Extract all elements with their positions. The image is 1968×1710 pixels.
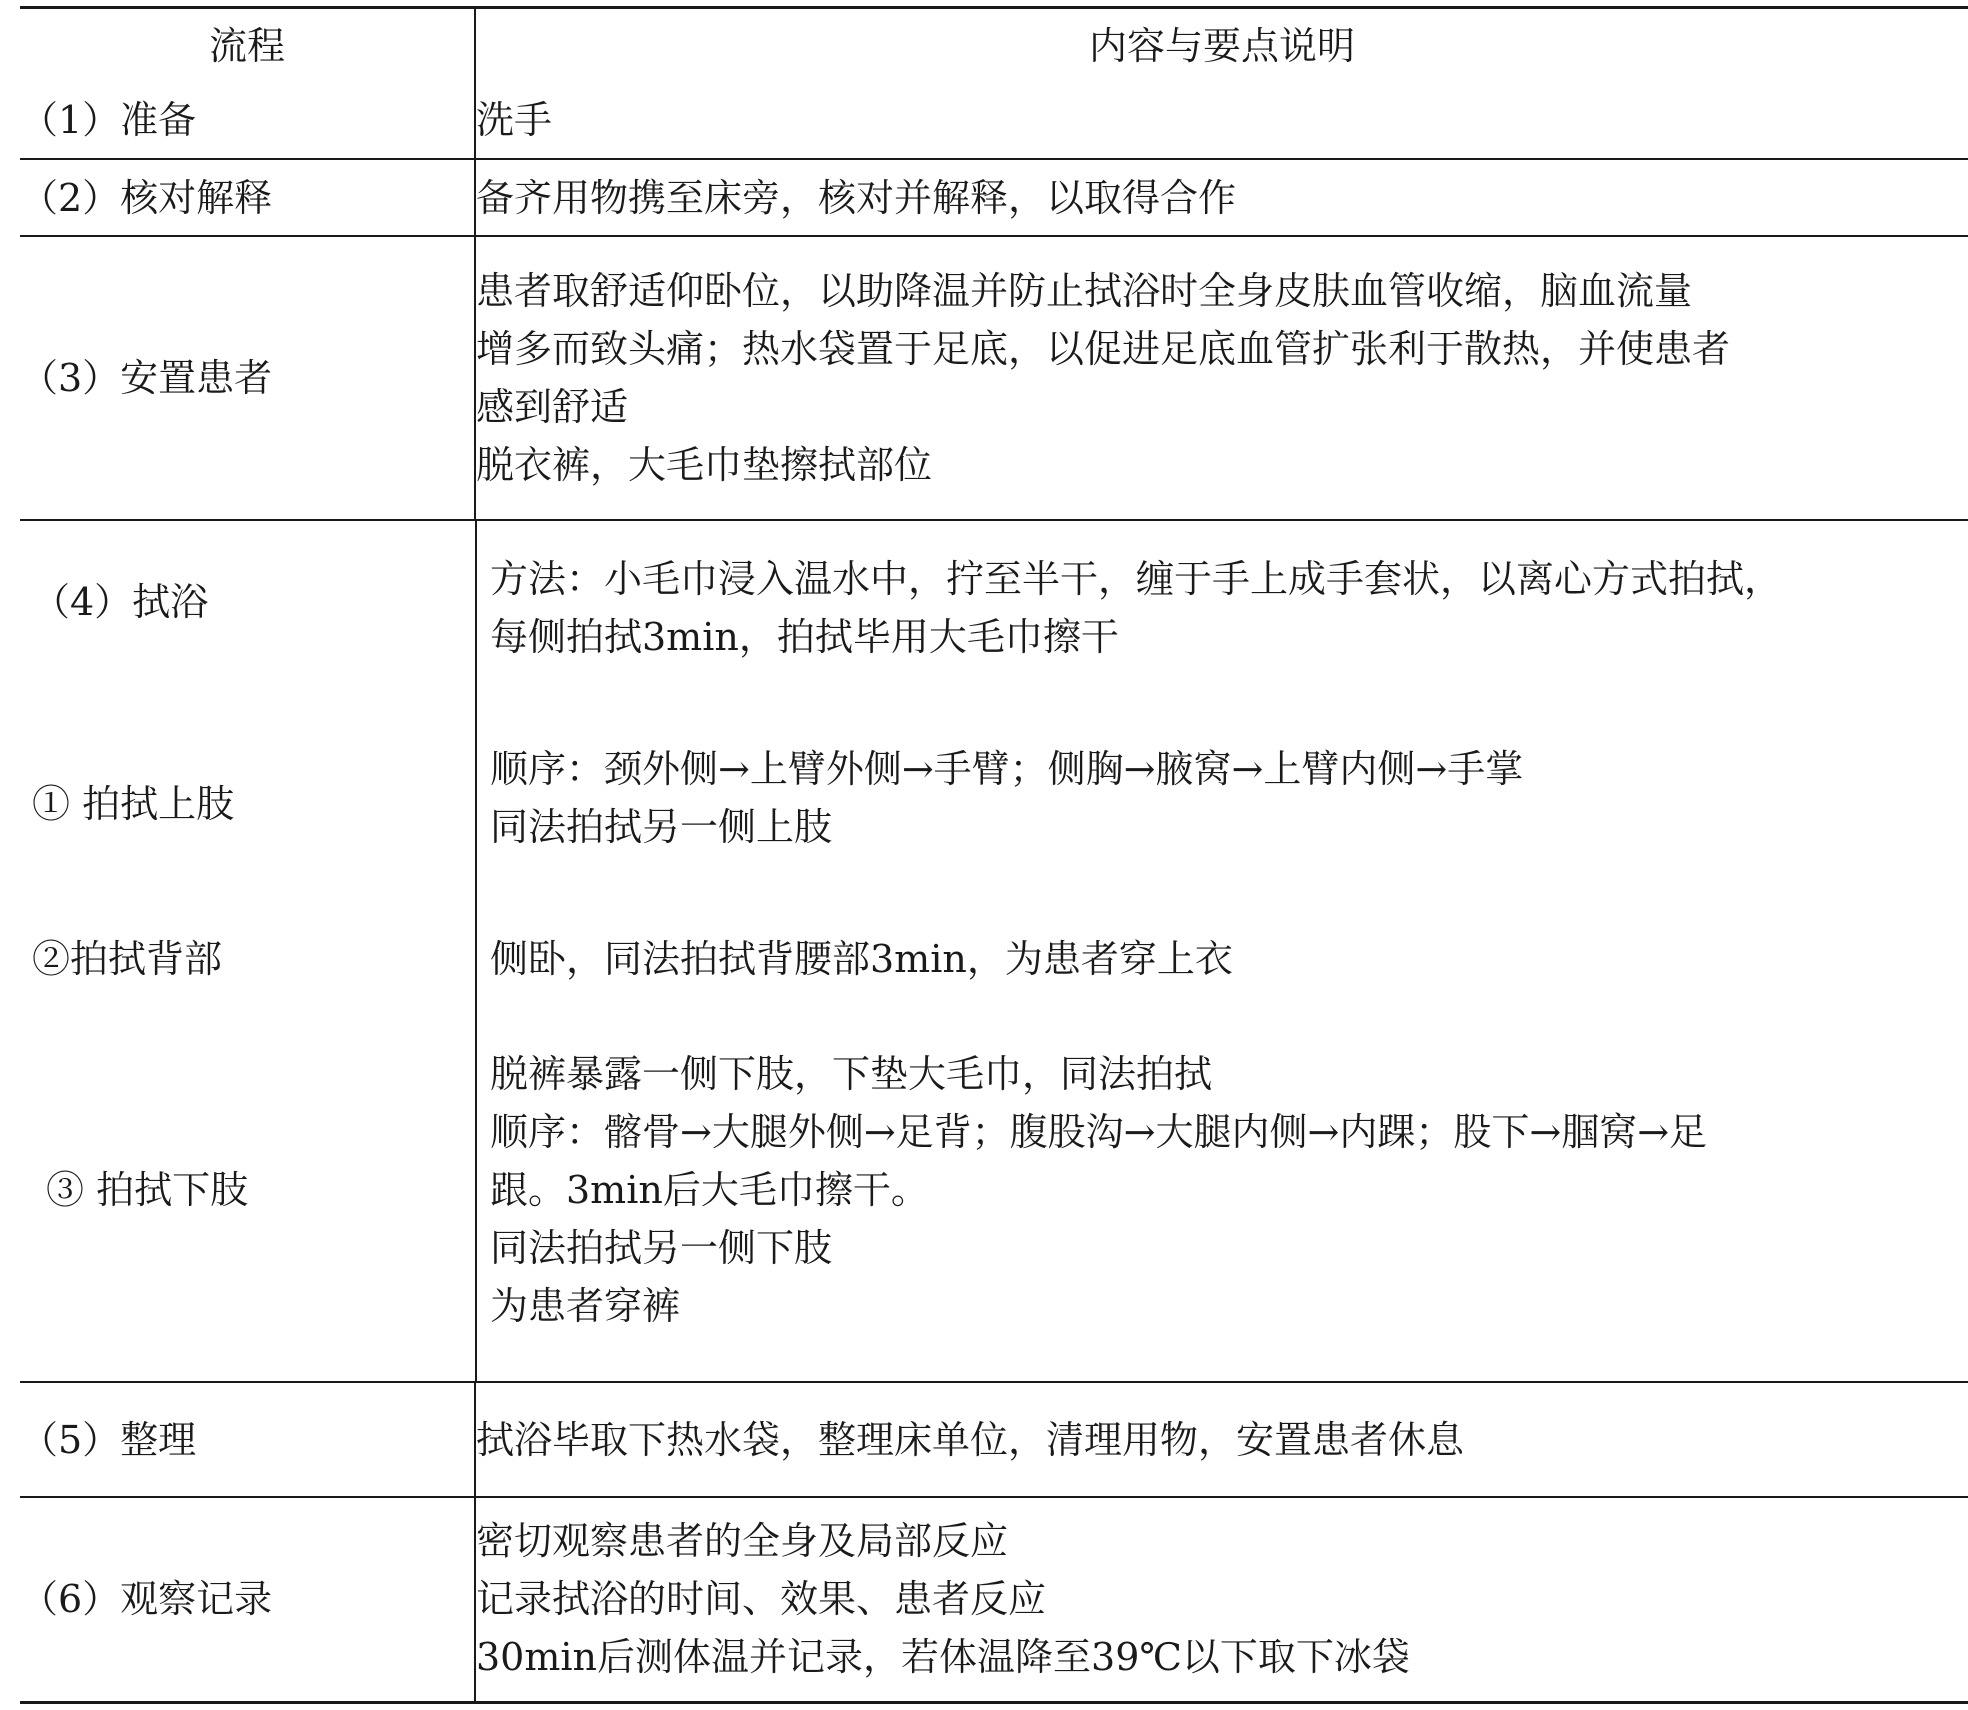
content-block [490,930,1964,988]
content-cell [475,159,1968,236]
content-line: 顺序：颈外侧→上臂外侧→手臂；侧胸→腋窝→上臂内侧→手掌 [490,747,1524,791]
step-cell: （2）核对解释 [20,159,475,236]
content-line: 30min后测体温并记录，若体温降至39℃以下取下冰袋 [476,1635,1410,1680]
header-row [20,8,1968,83]
content-block [490,740,1964,856]
content-cell [475,82,1968,159]
table-row [20,159,1968,236]
content-line: 为患者穿裤 [490,1284,681,1328]
step-cell: （3）安置患者 [20,236,475,520]
content-line: 备齐用物携至床旁，核对并解释，以取得合作 [476,175,1237,220]
content-cell [475,236,1968,520]
content-line: 脱裤暴露一侧下肢，下垫大毛巾，同法拍拭 [490,1052,1213,1096]
step-cell: （6）观察记录 [20,1497,475,1702]
step-cell: （5）整理 [20,1382,475,1497]
content-line: 感到舒适 [476,385,629,429]
header-step: 流程 [208,23,285,68]
header-content: 内容与要点说明 [475,8,1968,83]
step-label: ③ 拍拭下肢 [46,1168,249,1212]
content-line: 方法：小毛巾浸入温水中，拧至半干，缠于手上成手套状，以离心方式拍拭， [490,557,1783,601]
content-line: 同法拍拭另一侧下肢 [490,1226,833,1270]
content-cell [475,1382,1968,1497]
content-line: 跟。3min后大毛巾擦干。 [490,1168,929,1212]
table-row [20,236,1968,520]
table-row [20,82,1968,159]
content-line: 顺序：髂骨→大腿外侧→足背；腹股沟→大腿内侧→内踝；股下→腘窝→足 [490,1110,1708,1154]
column-divider [475,521,477,1381]
step-label: ②拍拭背部 [32,937,223,981]
table-row [20,1382,1968,1497]
content-line: 拭浴毕取下热水袋，整理床单位，清理用物，安置患者休息 [476,1417,1465,1462]
content-line: 每侧拍拭3min，拍拭毕用大毛巾擦干 [490,615,1119,659]
table-row [20,520,1968,1382]
content-line: 脱衣裤，大毛巾垫擦拭部位 [476,443,933,487]
step-label: （4）拭浴 [32,580,209,624]
content-line: 增多而致头痛；热水袋置于足底，以促进足底血管扩张利于散热，并使患者 [476,327,1731,371]
content-block [490,550,1964,666]
wipe-cell [20,520,1968,1382]
wipe-steps [20,521,1968,1381]
content-line: 记录拭浴的时间、效果、患者反应 [476,1577,1047,1622]
procedure-table [20,6,1968,1704]
content-block [490,1045,1964,1335]
content-line: 密切观察患者的全身及局部反应 [476,1519,1009,1564]
step-cell: （1）准备 [20,98,197,142]
content-line: 同法拍拭另一侧上肢 [490,805,833,849]
table-row [20,1497,1968,1702]
content-line: 侧卧，同法拍拭背腰部3min，为患者穿上衣 [490,937,1233,981]
content-line: 患者取舒适仰卧位，以助降温并防止拭浴时全身皮肤血管收缩，脑血流量 [476,269,1693,313]
content-line: 洗手 [476,98,553,142]
content-cell [475,1497,1968,1702]
step-label: ① 拍拭上肢 [32,782,235,826]
